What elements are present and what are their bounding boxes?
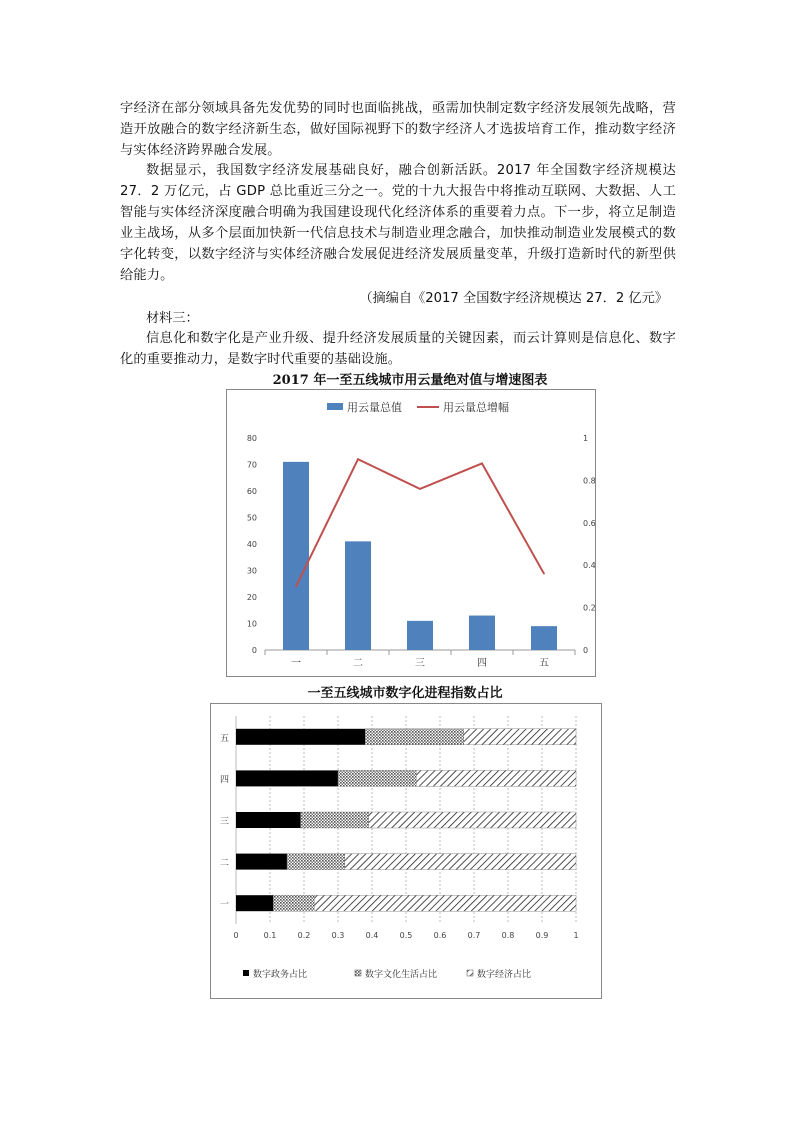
growth-point-五	[543, 573, 545, 575]
y2-tick-label: 0.8	[583, 476, 595, 486]
bar-五-series-0	[236, 729, 365, 745]
x-tick-label: 0.7	[467, 931, 481, 940]
digitalization-chart	[210, 703, 602, 999]
bar-五-series-2	[464, 729, 576, 745]
x-tick-label: 0.4	[365, 931, 379, 940]
growth-point-一	[295, 586, 297, 588]
x-tick-label: 一	[291, 658, 301, 669]
material-label: 材料三：	[146, 311, 199, 326]
bar-四	[469, 616, 495, 650]
y-tick-label: 三	[219, 817, 229, 827]
x-tick-label: 0.3	[331, 931, 345, 940]
y-tick-label: 20	[246, 593, 257, 602]
y2-tick-label: 0.2	[583, 603, 595, 613]
source-citation: （摘编自《2017 全国数字经济规模达 27．2 亿元》	[359, 291, 668, 306]
y2-tick-label: 1	[583, 434, 589, 443]
y-tick-label: 80	[246, 434, 257, 443]
y-tick-label: 60	[246, 487, 257, 496]
x-tick-label: 0.5	[399, 931, 413, 940]
bar-一	[283, 462, 309, 650]
growth-line	[296, 459, 544, 586]
y-tick-label: 30	[246, 566, 257, 576]
bar-一-series-2	[314, 895, 576, 911]
legend-swatch-2	[467, 970, 473, 976]
x-tick-label: 0.9	[535, 931, 549, 940]
y-tick-label: 0	[251, 646, 257, 655]
cloud-usage-chart	[226, 389, 596, 677]
bar-二-series-0	[236, 854, 287, 870]
paragraph-3: 信息化和数字化是产业升级、提升经济发展质量的关键因素，而云计算则是信息化、数字化的重要推动力，是数字时代重要的基础设施。	[120, 331, 676, 367]
legend-label-2: 数字经济占比	[477, 970, 532, 980]
digitalization-chart-svg	[211, 704, 601, 998]
x-tick-label: 0.1	[263, 931, 277, 940]
growth-point-三	[419, 488, 421, 490]
bar-三-series-0	[236, 812, 301, 828]
y-tick-label: 40	[246, 540, 257, 549]
bar-四-series-2	[416, 770, 576, 786]
legend-label-1: 数字文化生活占比	[365, 970, 438, 980]
bar-二-series-2	[345, 854, 576, 870]
legend-swatch-bar	[327, 403, 343, 410]
legend-label-bar: 用云量总值	[347, 401, 402, 414]
legend-swatch-0	[243, 970, 249, 976]
legend-label-0: 数字政务占比	[253, 970, 308, 980]
y-tick-label: 一	[219, 900, 229, 911]
x-tick-label: 0.8	[501, 931, 515, 940]
bar-五	[531, 626, 557, 650]
x-tick-label: 二	[353, 658, 363, 669]
paragraph-2: 数据显示，我国数字经济发展基础良好，融合创新活跃。2017 年全国数字经济规模达 27．2 万亿元，占 GDP 总比重近三分之一。党的十九大报告中将推动互联网、大数据、人工智能与实体经济深度融合明确为我国建设现代化经济体系的重要着力点。下一步，将立足制造业主战场，从多个层面加快新一代信息技术与制造业理念融合，加快推动制造业发展模式的数字化转变，以数字经济与实体经济融合发展促进经济发展质量变革，升级打造新时代的新型供给能力。	[120, 163, 676, 283]
legend-swatch-1	[355, 970, 361, 976]
paragraph-1: 字经济在部分领域具备先发优势的同时也面临挑战，亟需加快制定数字经济发展领先战略，营造开放融合的数字经济新生态，做好国际视野下的数字经济人才选拔培育工作，推动数字经济与实体经济跨界融合发展。	[120, 101, 676, 158]
bar-二	[345, 541, 371, 650]
y2-tick-label: 0	[583, 646, 589, 655]
cloud-usage-chart-svg	[227, 390, 595, 676]
bar-三	[407, 621, 433, 650]
bar-五-series-1	[365, 729, 464, 745]
y-tick-label: 10	[246, 619, 257, 629]
bar-一-series-0	[236, 895, 273, 911]
y-tick-label: 50	[246, 513, 257, 523]
bar-三-series-1	[301, 812, 369, 828]
x-tick-label: 三	[415, 658, 425, 669]
bar-二-series-1	[287, 854, 345, 870]
legend-label-line: 用云量总增幅	[443, 401, 509, 414]
bar-四-series-1	[338, 770, 416, 786]
y-tick-label: 二	[219, 858, 229, 869]
y-tick-label: 四	[219, 775, 229, 786]
x-tick-label: 0.2	[297, 931, 311, 940]
bar-四-series-0	[236, 770, 338, 786]
x-tick-label: 0	[233, 931, 239, 940]
chart2-title: 一至五线城市数字化进程指数占比	[307, 686, 503, 701]
growth-point-二	[357, 458, 359, 460]
y2-tick-label: 0.4	[583, 561, 595, 571]
y-tick-label: 五	[219, 733, 229, 744]
y-tick-label: 70	[246, 460, 257, 470]
y2-tick-label: 0.6	[583, 518, 595, 528]
chart1-title: 2017 年一至五线城市用云量绝对值与增速图表	[272, 373, 548, 388]
growth-point-四	[481, 463, 483, 465]
x-tick-label: 0.6	[433, 931, 447, 940]
bar-一-series-1	[273, 895, 314, 911]
x-tick-label: 五	[539, 658, 549, 669]
bar-三-series-2	[369, 812, 576, 828]
x-tick-label: 四	[477, 658, 487, 669]
x-tick-label: 1	[573, 931, 579, 940]
